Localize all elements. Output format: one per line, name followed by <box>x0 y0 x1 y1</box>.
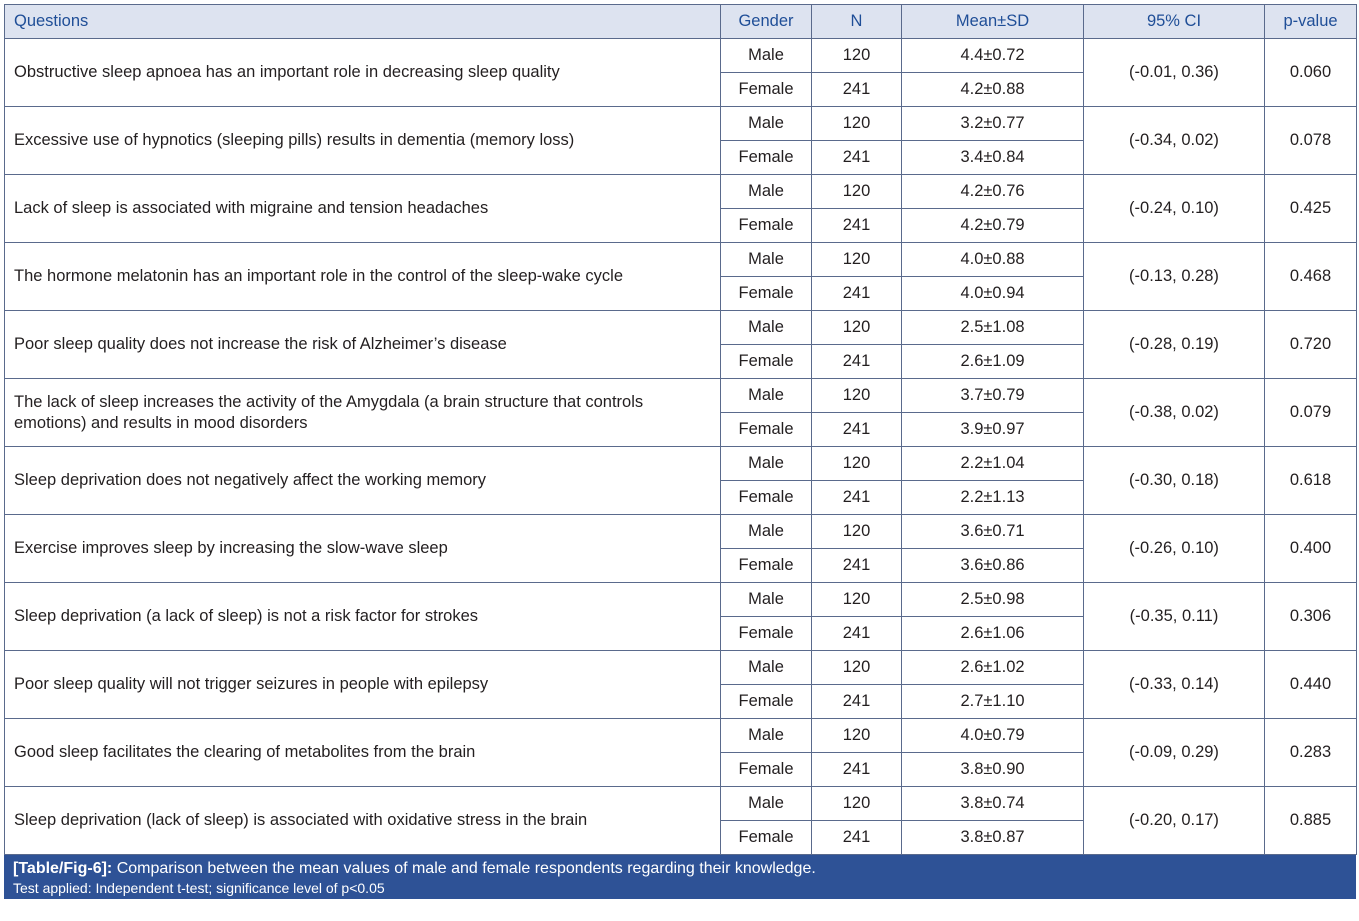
gender-cell: Male <box>721 651 812 685</box>
gender-cell: Male <box>721 515 812 549</box>
question-cell: Poor sleep quality does not increase the risk of Alzheimer’s disease <box>5 311 721 379</box>
ci-cell: (-0.13, 0.28) <box>1084 243 1265 311</box>
n-cell: 241 <box>812 481 902 515</box>
p-value-cell: 0.060 <box>1265 39 1357 107</box>
gender-cell: Female <box>721 821 812 855</box>
gender-cell: Female <box>721 617 812 651</box>
ci-cell: (-0.09, 0.29) <box>1084 719 1265 787</box>
mean-sd-cell: 2.6±1.09 <box>902 345 1084 379</box>
n-cell: 241 <box>812 413 902 447</box>
gender-cell: Male <box>721 39 812 73</box>
gender-cell: Female <box>721 73 812 107</box>
ci-cell: (-0.20, 0.17) <box>1084 787 1265 855</box>
gender-cell: Male <box>721 719 812 753</box>
n-cell: 120 <box>812 243 902 277</box>
ci-cell: (-0.01, 0.36) <box>1084 39 1265 107</box>
ci-cell: (-0.38, 0.02) <box>1084 379 1265 447</box>
p-value-cell: 0.283 <box>1265 719 1357 787</box>
table-row <box>5 311 1357 345</box>
caption-line <box>13 859 1347 879</box>
mean-sd-cell: 3.8±0.87 <box>902 821 1084 855</box>
mean-sd-cell: 3.9±0.97 <box>902 413 1084 447</box>
mean-sd-cell: 2.6±1.06 <box>902 617 1084 651</box>
gender-cell: Female <box>721 685 812 719</box>
mean-sd-cell: 2.7±1.10 <box>902 685 1084 719</box>
header-row <box>5 5 1357 39</box>
n-cell: 241 <box>812 277 902 311</box>
gender-cell: Female <box>721 413 812 447</box>
p-value-cell: 0.468 <box>1265 243 1357 311</box>
table-row <box>5 379 1357 413</box>
table-body <box>5 39 1357 855</box>
mean-sd-cell: 3.2±0.77 <box>902 107 1084 141</box>
n-cell: 241 <box>812 617 902 651</box>
mean-sd-cell: 3.4±0.84 <box>902 141 1084 175</box>
mean-sd-cell: 3.6±0.71 <box>902 515 1084 549</box>
mean-sd-cell: 3.6±0.86 <box>902 549 1084 583</box>
table-row <box>5 243 1357 277</box>
question-cell: Good sleep facilitates the clearing of metabolites from the brain <box>5 719 721 787</box>
table-row <box>5 583 1357 617</box>
gender-cell: Male <box>721 379 812 413</box>
ci-cell: (-0.35, 0.11) <box>1084 583 1265 651</box>
n-cell: 120 <box>812 719 902 753</box>
table-row <box>5 107 1357 141</box>
p-value-cell: 0.720 <box>1265 311 1357 379</box>
gender-cell: Male <box>721 447 812 481</box>
header-gender: Gender <box>721 5 812 39</box>
n-cell: 120 <box>812 379 902 413</box>
ci-cell: (-0.30, 0.18) <box>1084 447 1265 515</box>
mean-sd-cell: 4.0±0.79 <box>902 719 1084 753</box>
knowledge-comparison-table <box>4 4 1357 855</box>
ci-cell: (-0.24, 0.10) <box>1084 175 1265 243</box>
mean-sd-cell: 2.5±1.08 <box>902 311 1084 345</box>
n-cell: 120 <box>812 583 902 617</box>
gender-cell: Female <box>721 141 812 175</box>
mean-sd-cell: 3.8±0.90 <box>902 753 1084 787</box>
p-value-cell: 0.306 <box>1265 583 1357 651</box>
table-caption <box>4 855 1356 899</box>
p-value-cell: 0.400 <box>1265 515 1357 583</box>
header-n: N <box>812 5 902 39</box>
n-cell: 241 <box>812 73 902 107</box>
mean-sd-cell: 4.2±0.79 <box>902 209 1084 243</box>
n-cell: 120 <box>812 787 902 821</box>
question-cell: Sleep deprivation (a lack of sleep) is not a risk factor for strokes <box>5 583 721 651</box>
n-cell: 120 <box>812 39 902 73</box>
question-cell: Obstructive sleep apnoea has an important role in decreasing sleep quality <box>5 39 721 107</box>
gender-cell: Male <box>721 787 812 821</box>
table-row <box>5 719 1357 753</box>
n-cell: 120 <box>812 651 902 685</box>
header-ci: 95% CI <box>1084 5 1265 39</box>
table-figure <box>4 4 1356 899</box>
p-value-cell: 0.618 <box>1265 447 1357 515</box>
question-cell: Excessive use of hypnotics (sleeping pills) results in dementia (memory loss) <box>5 107 721 175</box>
gender-cell: Female <box>721 277 812 311</box>
question-cell: The lack of sleep increases the activity of the Amygdala (a brain structure that controls emotions) and results in mood disorders <box>5 379 721 447</box>
gender-cell: Female <box>721 209 812 243</box>
table-row <box>5 447 1357 481</box>
gender-cell: Female <box>721 753 812 787</box>
question-cell: Lack of sleep is associated with migraine and tension headaches <box>5 175 721 243</box>
mean-sd-cell: 2.2±1.13 <box>902 481 1084 515</box>
question-cell: Exercise improves sleep by increasing the slow-wave sleep <box>5 515 721 583</box>
mean-sd-cell: 2.5±0.98 <box>902 583 1084 617</box>
ci-cell: (-0.34, 0.02) <box>1084 107 1265 175</box>
mean-sd-cell: 3.8±0.74 <box>902 787 1084 821</box>
header-p-value: p-value <box>1265 5 1357 39</box>
mean-sd-cell: 4.0±0.94 <box>902 277 1084 311</box>
n-cell: 241 <box>812 821 902 855</box>
n-cell: 241 <box>812 753 902 787</box>
n-cell: 241 <box>812 209 902 243</box>
question-cell: Sleep deprivation does not negatively affect the working memory <box>5 447 721 515</box>
gender-cell: Female <box>721 345 812 379</box>
header-mean-sd: Mean±SD <box>902 5 1084 39</box>
n-cell: 120 <box>812 107 902 141</box>
p-value-cell: 0.079 <box>1265 379 1357 447</box>
p-value-cell: 0.425 <box>1265 175 1357 243</box>
p-value-cell: 0.078 <box>1265 107 1357 175</box>
ci-cell: (-0.26, 0.10) <box>1084 515 1265 583</box>
p-value-cell: 0.885 <box>1265 787 1357 855</box>
gender-cell: Male <box>721 583 812 617</box>
gender-cell: Male <box>721 107 812 141</box>
caption-label: [Table/Fig-6]: <box>13 860 113 877</box>
gender-cell: Male <box>721 311 812 345</box>
header-questions: Questions <box>5 5 721 39</box>
gender-cell: Female <box>721 549 812 583</box>
n-cell: 241 <box>812 549 902 583</box>
n-cell: 241 <box>812 685 902 719</box>
table-row <box>5 787 1357 821</box>
gender-cell: Male <box>721 175 812 209</box>
ci-cell: (-0.28, 0.19) <box>1084 311 1265 379</box>
gender-cell: Male <box>721 243 812 277</box>
table-row <box>5 39 1357 73</box>
mean-sd-cell: 2.2±1.04 <box>902 447 1084 481</box>
n-cell: 241 <box>812 141 902 175</box>
table-row <box>5 515 1357 549</box>
table-row <box>5 651 1357 685</box>
table-row <box>5 175 1357 209</box>
question-cell: The hormone melatonin has an important role in the control of the sleep-wake cycle <box>5 243 721 311</box>
ci-cell: (-0.33, 0.14) <box>1084 651 1265 719</box>
caption-text: Comparison between the mean values of male and female respondents regarding their knowledge. <box>112 860 816 877</box>
n-cell: 241 <box>812 345 902 379</box>
mean-sd-cell: 2.6±1.02 <box>902 651 1084 685</box>
mean-sd-cell: 4.0±0.88 <box>902 243 1084 277</box>
n-cell: 120 <box>812 515 902 549</box>
p-value-cell: 0.440 <box>1265 651 1357 719</box>
mean-sd-cell: 4.4±0.72 <box>902 39 1084 73</box>
gender-cell: Female <box>721 481 812 515</box>
question-cell: Poor sleep quality will not trigger seizures in people with epilepsy <box>5 651 721 719</box>
mean-sd-cell: 4.2±0.88 <box>902 73 1084 107</box>
mean-sd-cell: 3.7±0.79 <box>902 379 1084 413</box>
n-cell: 120 <box>812 311 902 345</box>
caption-note: Test applied: Independent t-test; significance level of p<0.05 <box>13 880 385 896</box>
mean-sd-cell: 4.2±0.76 <box>902 175 1084 209</box>
n-cell: 120 <box>812 447 902 481</box>
n-cell: 120 <box>812 175 902 209</box>
question-cell: Sleep deprivation (lack of sleep) is associated with oxidative stress in the brain <box>5 787 721 855</box>
